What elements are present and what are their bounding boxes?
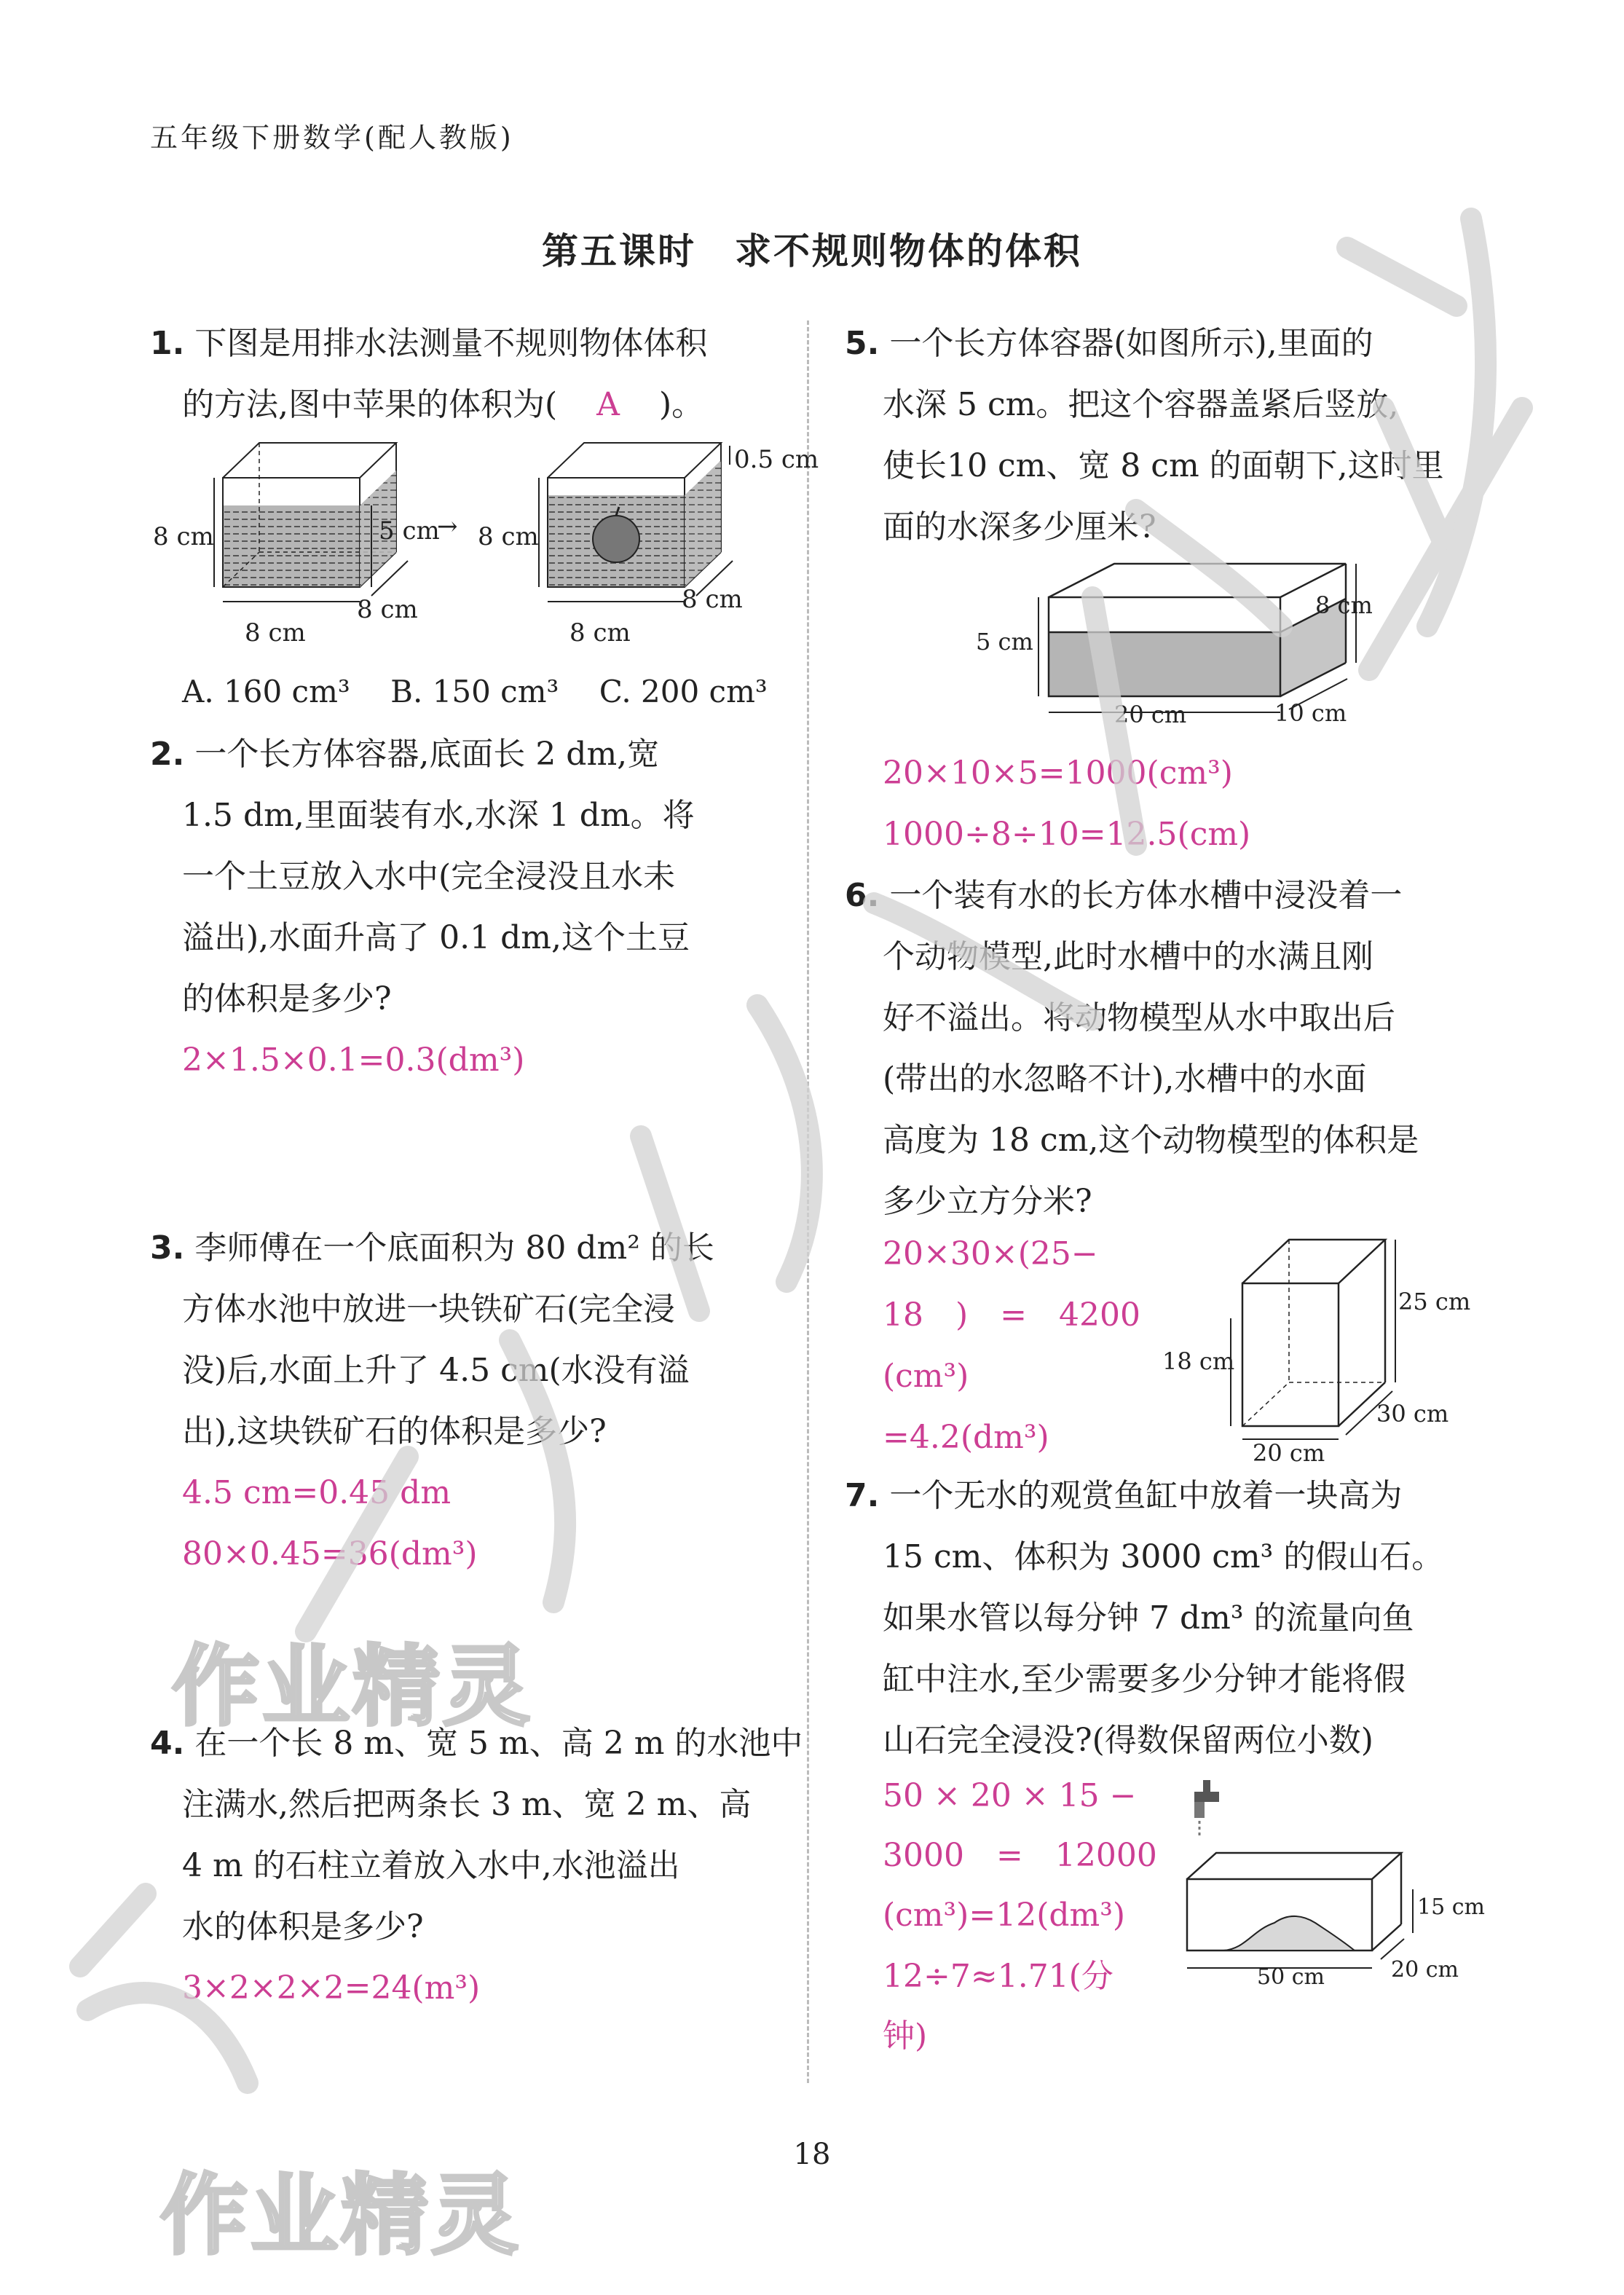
question-text: 缸中注水,至少需要多少分钟才能将假: [883, 1661, 1406, 1698]
question-text: 水的体积是多少?: [182, 1908, 424, 1945]
answer-text: =4.2(dm³): [883, 1419, 1049, 1456]
question-text: 注满水,然后把两条长 3 m、宽 2 m、高: [182, 1786, 752, 1823]
question-text: 面的水深多少厘米?: [883, 508, 1156, 546]
question-text: 好不溢出。将动物模型从水中取出后: [883, 999, 1395, 1036]
watermark-badge: 作业精灵: [160, 2165, 521, 2267]
question-text: 如果水管以每分钟 7 dm³ 的流量向鱼: [883, 1599, 1414, 1637]
question-text: 方体水池中放进一块铁矿石(完全浸: [182, 1291, 676, 1328]
q1-figure: [146, 443, 819, 661]
dim-label: 8 cm: [357, 595, 418, 624]
dim-label: 8 cm: [569, 618, 631, 647]
question-text: 多少立方分米?: [883, 1183, 1092, 1220]
question-number: 6.: [845, 877, 880, 914]
question-text: 没)后,水面上升了 4.5 cm(水没有溢: [182, 1352, 690, 1389]
question-number: 1.: [150, 325, 185, 362]
watermark-badge: 作业精灵: [172, 1637, 533, 1738]
dim-label: 25 cm: [1398, 1288, 1471, 1315]
book-header: 五年级下册数学(配人教版): [150, 122, 514, 154]
cube-right: [478, 443, 819, 647]
question-number: 7.: [845, 1477, 880, 1514]
answer-text: 20×30×(25−: [883, 1235, 1098, 1272]
question-text: 15 cm、体积为 3000 cm³ 的假山石。: [883, 1538, 1444, 1575]
question-text: 山石完全浸没?(得数保留两位小数): [883, 1722, 1373, 1759]
arrow-icon: →: [437, 512, 458, 541]
question-text: 高度为 18 cm,这个动物模型的体积是: [883, 1122, 1419, 1159]
question-number: 2.: [150, 736, 185, 773]
dim-label: 8 cm: [153, 522, 214, 551]
question-text: 1.5 dm,里面装有水,水深 1 dm。将: [182, 797, 695, 834]
dim-label: 18 cm: [1162, 1347, 1235, 1375]
question-text: 个动物模型,此时水槽中的水满且刚: [883, 938, 1373, 975]
answer-text: 2×1.5×0.1=0.3(dm³): [182, 1042, 525, 1079]
answer-choice: A: [596, 386, 620, 423]
question-text: 溢出),水面升高了 0.1 dm,这个土豆: [182, 919, 690, 956]
dim-label: 0.5 cm: [734, 445, 819, 474]
answer-text: 50 × 20 × 15 −: [883, 1777, 1137, 1814]
answer-text: 钟): [883, 2018, 928, 2055]
dim-label: 50 cm: [1257, 1964, 1325, 1990]
answer-text: 18 ) = 4200: [883, 1296, 1140, 1334]
dim-label: 5 cm: [379, 516, 440, 546]
question-text: 下图是用排水法测量不规则物体体积: [194, 325, 708, 362]
question-number: 5.: [845, 325, 880, 362]
lesson-title: 第五课时 求不规则物体的体积: [542, 230, 1082, 272]
question-text: 一个无水的观赏鱼缸中放着一块高为: [889, 1477, 1403, 1514]
dim-label: 8 cm: [478, 522, 539, 551]
question-text: 使长10 cm、宽 8 cm 的面朝下,这时里: [883, 447, 1444, 484]
dim-label: 8 cm: [1315, 591, 1373, 619]
question-text: 的方法,图中苹果的体积为(: [182, 386, 558, 423]
question-text: (带出的水忽略不计),水槽中的水面: [883, 1060, 1367, 1098]
column-divider: [807, 320, 809, 2083]
question-text: 4 m 的石柱立着放入水中,水池溢出: [182, 1847, 680, 1884]
q5-figure: [969, 559, 1478, 741]
answer-text: 4.5 cm=0.45 dm: [182, 1474, 452, 1511]
q6-figure: [1158, 1231, 1478, 1467]
dim-label: 30 cm: [1376, 1400, 1449, 1428]
answer-text: 80×0.45=36(dm³): [182, 1535, 478, 1572]
answer-text: 12÷7≈1.71(分: [883, 1958, 1113, 1995]
answer-options: A. 160 cm³ B. 150 cm³ C. 200 cm³: [182, 674, 768, 709]
dim-label: 8 cm: [682, 585, 743, 614]
rockery-icon: [1223, 1916, 1355, 1950]
faucet-icon: [1194, 1780, 1219, 1835]
dim-label: 8 cm: [245, 618, 306, 647]
page-number: 18: [793, 2138, 831, 2171]
q7-figure: [1172, 1777, 1485, 1990]
dim-label: 15 cm: [1417, 1894, 1485, 1920]
question-text: 一个土豆放入水中(完全浸没且水未: [182, 858, 676, 895]
question-text: 水深 5 cm。把这个容器盖紧后竖放,: [883, 386, 1399, 423]
question-text: 一个长方体容器,底面长 2 dm,宽: [194, 736, 660, 773]
question-text: 出),这块铁矿石的体积是多少?: [182, 1413, 607, 1450]
answer-text: (cm³): [883, 1358, 969, 1395]
question-text: 一个长方体容器(如图所示),里面的: [889, 325, 1373, 362]
question-text: 的体积是多少?: [182, 980, 392, 1017]
question-text: 在一个长 8 m、宽 5 m、高 2 m 的水池中: [194, 1725, 803, 1762]
question-text: 一个装有水的长方体水槽中浸没着一: [889, 877, 1403, 914]
apple-icon: [593, 516, 639, 562]
dim-label: 5 cm: [976, 628, 1033, 656]
dim-label: 20 cm: [1114, 701, 1187, 728]
question-text: )。: [658, 386, 704, 423]
question-text: 李师傅在一个底面积为 80 dm² 的长: [194, 1229, 714, 1267]
dim-label: 10 cm: [1274, 699, 1347, 727]
question-number: 3.: [150, 1229, 185, 1267]
answer-text: 1000÷8÷10=12.5(cm): [883, 816, 1251, 853]
dim-label: 20 cm: [1391, 1957, 1459, 1983]
cube-left: [153, 443, 458, 647]
question-number: 4.: [150, 1725, 185, 1762]
answer-text: 3000 = 12000: [883, 1837, 1157, 1874]
answer-text: 3×2×2×2=24(m³): [182, 1969, 481, 2007]
answer-text: (cm³)=12(dm³): [883, 1897, 1126, 1934]
dim-label: 20 cm: [1253, 1439, 1325, 1467]
answer-text: 20×10×5=1000(cm³): [883, 755, 1233, 792]
